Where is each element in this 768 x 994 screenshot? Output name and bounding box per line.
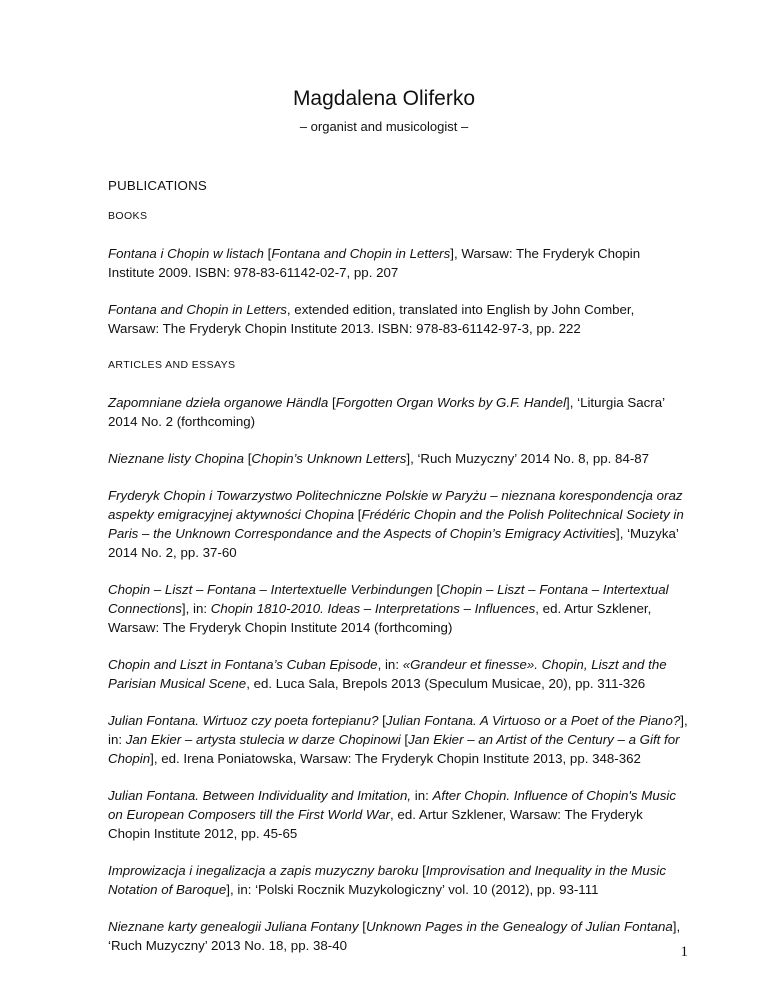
article-entry: Chopin – Liszt – Fontana – Intertextuelle Verbindungen [Chopin – Liszt – Fontana – Intertextual Connections], in: Chopin 1810-2010. Ideas – Interpretations – Influences, ed. Artur Szklener, Warsaw: The Fryderyk Chopin Institute 2014 (forthcoming) <box>108 582 669 635</box>
entry-title: Fontana and Chopin in Letters <box>108 302 287 317</box>
page-number: 1 <box>680 944 688 960</box>
entry-in: ], in: <box>181 601 211 616</box>
entry-details: ], in: ‘Polski Rocznik Muzykologiczny’ vol. 10 (2012), pp. 93-111 <box>226 882 599 897</box>
entry-details: ], ed. Irena Poniatowska, Warsaw: The Fryderyk Chopin Institute 2013, pp. 348-362 <box>150 751 641 766</box>
entry-translation: Improvisation and Inequality in the Music Notation of Baroque <box>108 863 667 897</box>
entry-in: in: <box>411 788 433 803</box>
entry-in: ], in: <box>108 713 688 747</box>
entry-title: Julian Fontana. Wirtuoz czy poeta fortepianu? <box>108 713 379 728</box>
entry-title: Improwizacja i inegalizacja a zapis muzyczny baroku <box>108 863 419 878</box>
entry-details: , extended edition, translated into English by John Comber, Warsaw: The Fryderyk Chopin Institute 2013. ISBN: 978-83-61142-97-3, pp. 222 <box>108 302 635 336</box>
entry-details: , ed. Luca Sala, Brepols 2013 (Speculum Musicae, 20), pp. 311-326 <box>246 676 646 691</box>
entry-title: Julian Fontana. Between Individuality and Imitation, <box>108 788 412 803</box>
entry-details: ], Warsaw: The Fryderyk Chopin Institute 2009. ISBN: 978-83-61142-02-7, pp. 207 <box>108 246 641 280</box>
entry-details: ], ‘Muzyka’ 2014 No. 2, pp. 37-60 <box>108 526 679 560</box>
entry-collection-title: After Chopin. Influence of Chopin's Music on European Composers till the First World War <box>108 788 676 822</box>
entry-collection-title: Jan Ekier – artysta stulecia w darze Chopinowi <box>125 732 401 747</box>
entry-translation: Chopin – Liszt – Fontana – Intertextual Connections <box>108 582 669 616</box>
entry-details: , ed. Artur Szklener, Warsaw: The Fryderyk Chopin Institute 2014 (forthcoming) <box>108 601 652 635</box>
article-entry: Fryderyk Chopin i Towarzystwo Politechniczne Polskie w Paryżu – nieznana korespondencja oraz aspekty emigracyjnej aktywności Chopina [Frédéric Chopin and the Polish Politechnical Society in Paris – the Unknown Correspondance and the Aspects of Chopin’s Emigracy Activities], ‘Muzyka’ 2014 No. 2, pp. 37-60 <box>108 488 684 560</box>
entry-translation: Chopin’s Unknown Letters <box>251 451 407 466</box>
entry-details: ], ‘Liturgia Sacra’ 2014 No. 2 (forthcoming) <box>108 395 665 429</box>
entry-title: Fontana i Chopin w listach <box>108 246 264 261</box>
book-entry <box>108 300 688 338</box>
entry-title: Zapomniane dzieła organowe Händla <box>108 395 329 410</box>
article-entry: Julian Fontana. Wirtuoz czy poeta fortepianu? [Julian Fontana. A Virtuoso or a Poet of the Piano?], in: Jan Ekier – artysta stulecia w darze Chopinowi [Jan Ekier – an Artist of the Century – a Gift for Chopin], ed. Irena Poniatowska, Warsaw: The Fryderyk Chopin Institute 2013, pp. 348-362 <box>108 713 688 766</box>
entry-details: , ed. Artur Szklener, Warsaw: The Fryderyk Chopin Institute 2012, pp. 45-65 <box>108 807 643 841</box>
entry-in: , in: <box>377 657 403 672</box>
entry-collection-translation: Jan Ekier – an Artist of the Century – a Gift for Chopin <box>108 732 680 766</box>
entry-translation: Forgotten Organ Works by G.F. Handel <box>335 395 567 410</box>
article-entry: Nieznane listy Chopina [Chopin’s Unknown Letters], ‘Ruch Muzyczny’ 2014 No. 8, pp. 84-87 <box>108 451 650 466</box>
entry-translation: Fontana and Chopin in Letters <box>271 246 451 261</box>
book-entry: Fontana i Chopin w listach [Fontana and Chopin in Letters], Warsaw: The Fryderyk Chopin Institute 2009. ISBN: 978-83-61142-02-7, pp. 207 <box>108 246 641 280</box>
entry-title: Nieznane listy Chopina <box>108 451 245 466</box>
author-name: Magdalena Oliferko <box>292 87 476 110</box>
entry-details: ], ‘Ruch Muzyczny’ 2013 No. 18, pp. 38-40 <box>108 919 681 953</box>
article-entry: Improwizacja i inegalizacja a zapis muzyczny baroku [Improvisation and Inequality in the Music Notation of Baroque], in: ‘Polski Rocznik Muzykologiczny’ vol. 10 (2012), pp. 93-111 <box>108 863 667 897</box>
entry-collection-title: Chopin 1810-2010. Ideas – Interpretations – Influences <box>210 601 536 616</box>
entry-translation: Frédéric Chopin and the Polish Politechnical Society in Paris – the Unknown Correspondance and the Aspects of Chopin’s Emigracy Activities <box>108 507 684 541</box>
entry-translation: Unknown Pages in the Genealogy of Julian Fontana <box>365 919 673 934</box>
article-entry: Zapomniane dzieła organowe Händla [Forgotten Organ Works by G.F. Handel], ‘Liturgia Sacra’ 2014 No. 2 (forthcoming) <box>108 395 665 429</box>
entry-title: Fryderyk Chopin i Towarzystwo Politechniczne Polskie w Paryżu – nieznana korespondencja oraz aspekty emigracyjnej aktywności Chopina <box>108 488 683 522</box>
article-entry <box>108 786 688 843</box>
article-entry <box>108 655 688 693</box>
author-subtitle: – organist and musicologist – <box>299 119 469 134</box>
subheading-books: BOOKS <box>108 210 148 222</box>
entry-title: Nieznane karty genealogii Juliana Fontany <box>108 919 359 934</box>
publications-content <box>108 176 688 973</box>
article-entry: Nieznane karty genealogii Juliana Fontany [Unknown Pages in the Genealogy of Julian Fontana], ‘Ruch Muzyczny’ 2013 No. 18, pp. 38-40 <box>108 919 681 953</box>
entry-title: Chopin – Liszt – Fontana – Intertextuelle Verbindungen <box>108 582 433 597</box>
entry-collection-title: «Grandeur et finesse». Chopin, Liszt and the Parisian Musical Scene <box>108 657 667 691</box>
entry-translation: Julian Fontana. A Virtuoso or a Poet of the Piano? <box>385 713 681 728</box>
entry-details: ], ‘Ruch Muzyczny’ 2014 No. 8, pp. 84-87 <box>406 451 650 466</box>
entry-title: Chopin and Liszt in Fontana’s Cuban Episode <box>108 657 378 672</box>
section-heading-publications: PUBLICATIONS <box>108 178 207 193</box>
subheading-articles: ARTICLES AND ESSAYS <box>108 359 236 371</box>
